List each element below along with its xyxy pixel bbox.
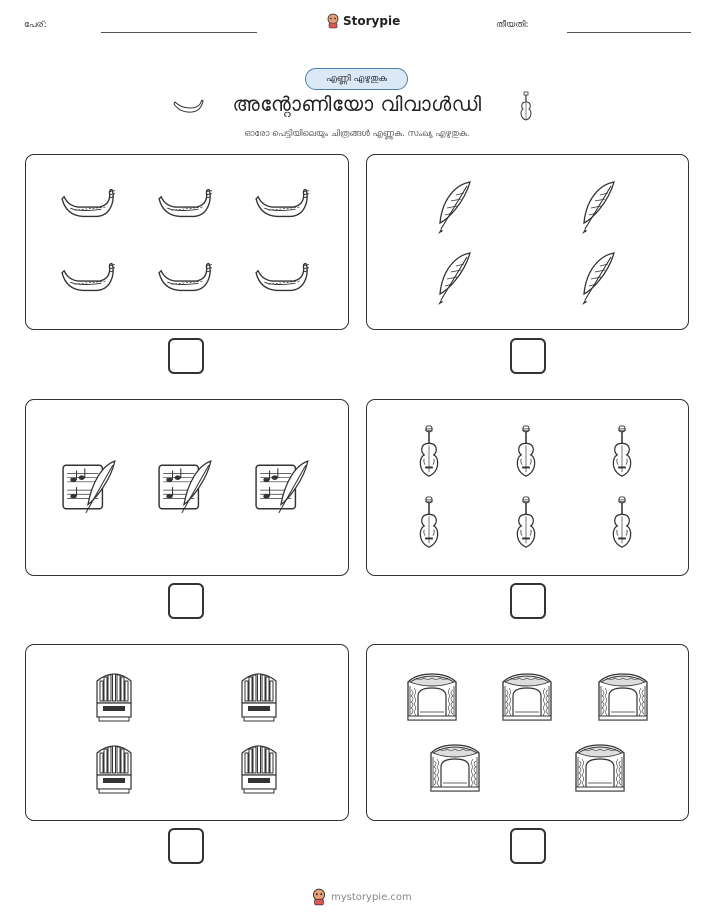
counting-panel-gondolas [25, 154, 349, 330]
pipe-organ-icon [238, 741, 280, 795]
brand-name: Storypie [343, 14, 401, 28]
date-label: തീയതി: [496, 20, 529, 30]
theater-stage-icon [597, 672, 649, 722]
gondola-icon [157, 186, 215, 222]
mascot-icon [326, 13, 340, 29]
name-line[interactable] [101, 32, 257, 33]
counting-panel-organs [25, 644, 349, 821]
sheet-music-quill-icon [157, 459, 215, 515]
pipe-organ-icon [93, 669, 135, 723]
answer-box-4[interactable] [510, 583, 546, 619]
gondola-icon [254, 260, 312, 296]
violin-icon [608, 424, 636, 480]
date-line[interactable] [567, 32, 691, 33]
page-title: അന്റോണിയോ വിവാൾഡി [232, 92, 482, 116]
gondola-icon [157, 260, 215, 296]
sheet-music-quill-icon [254, 459, 312, 515]
brand-logo [326, 13, 400, 29]
answer-box-3[interactable] [168, 583, 204, 619]
violin-icon [512, 495, 540, 551]
theater-stage-icon [406, 672, 458, 722]
violin-icon [608, 495, 636, 551]
answer-box-5[interactable] [168, 828, 204, 864]
violin-icon [512, 424, 540, 480]
name-label: പേര്: [24, 20, 47, 30]
quill-icon [578, 250, 618, 306]
mascot-icon [311, 888, 327, 906]
theater-stage-icon [429, 743, 481, 793]
counting-panel-stages [366, 644, 689, 821]
footer [311, 888, 412, 906]
footer-url[interactable]: mystorypie.com [331, 891, 412, 903]
quill-icon [578, 179, 618, 235]
violin-icon [415, 424, 443, 480]
instruction: ഓരോ പെട്ടിയിലെയും ചിത്രങ്ങൾ എണ്ണുക. സംഖ്യ എഴുതുക. [244, 129, 470, 139]
quill-icon [434, 250, 474, 306]
gondola-icon [254, 186, 312, 222]
theater-stage-icon [501, 672, 553, 722]
quill-icon [434, 179, 474, 235]
gondola-icon [60, 260, 118, 296]
violin-title-icon [518, 91, 534, 123]
pipe-organ-icon [238, 669, 280, 723]
theater-stage-icon [574, 743, 626, 793]
counting-panel-quills [366, 154, 689, 330]
answer-box-6[interactable] [510, 828, 546, 864]
violin-icon [415, 495, 443, 551]
gondola-icon [60, 186, 118, 222]
answer-box-2[interactable] [510, 338, 546, 374]
answer-box-1[interactable] [168, 338, 204, 374]
activity-badge: എണ്ണി എഴുതുക [305, 68, 408, 90]
pipe-organ-icon [93, 741, 135, 795]
sheet-music-quill-icon [61, 459, 119, 515]
